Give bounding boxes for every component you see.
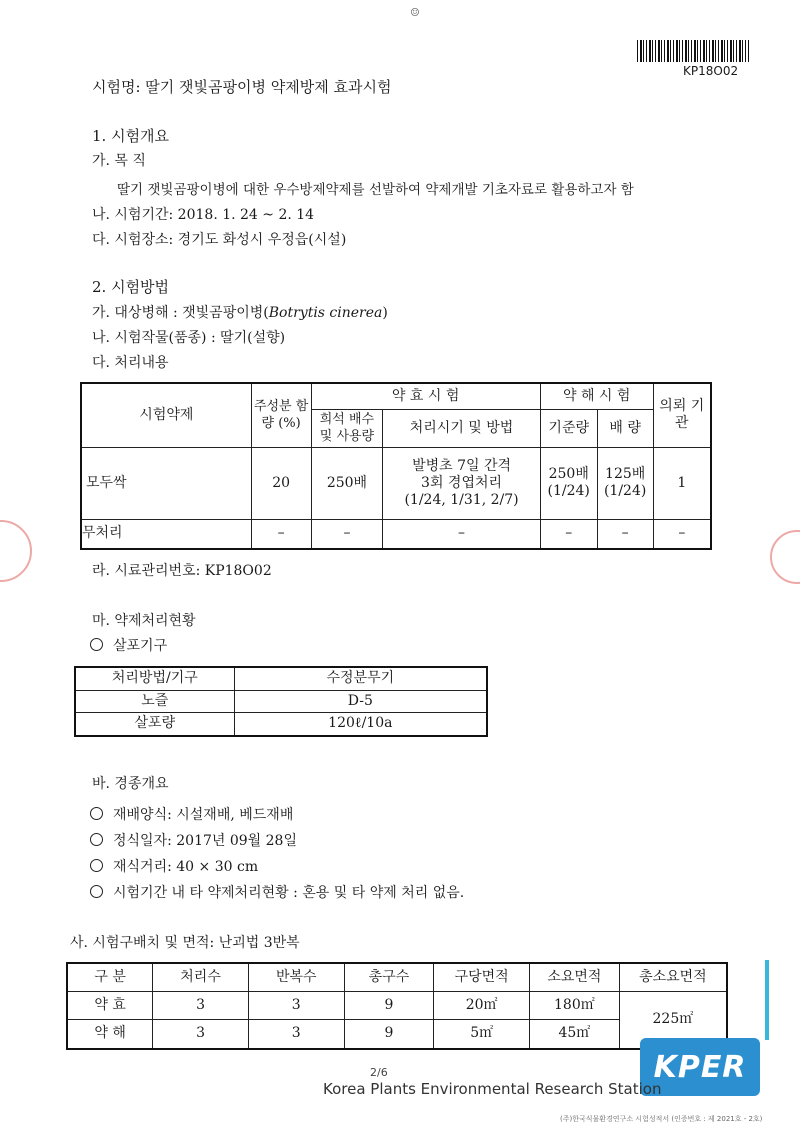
row2-client: – <box>653 519 711 549</box>
section2-heading: 2. 시험방법 <box>92 278 170 296</box>
row1-base: 250배 (1/24) <box>540 447 597 519</box>
row2-double: – <box>597 519 653 549</box>
test-place: 다. 시험장소: 경기도 화성시 우정읍(시설) <box>92 232 347 248</box>
lr1-c2: 3 <box>248 991 344 1019</box>
row2-agent: 무처리 <box>81 519 251 549</box>
th-content: 주성분 함량 (%) <box>251 383 311 447</box>
circle-bullet-icon <box>90 638 103 651</box>
th-dilution: 희석 배수 및 사용량 <box>311 409 383 447</box>
spray-table <box>74 666 488 737</box>
row1-double: 125배 (1/24) <box>597 447 653 519</box>
spray-heading: 마. 약제처리현황 <box>92 613 196 629</box>
page-number: 2/6 <box>370 1066 388 1079</box>
cultivation-item: 정식일자: 2017년 09월 28일 <box>90 832 297 850</box>
spray-key: 처리방법/기구 <box>75 667 234 690</box>
spray-value: D-5 <box>234 690 487 712</box>
lr1-c4: 20㎡ <box>434 991 530 1019</box>
lh-plot-area: 구당면적 <box>434 963 530 991</box>
spray-key: 노즐 <box>75 690 234 712</box>
lr2-c3: 9 <box>344 1019 434 1049</box>
lr2-c1: 3 <box>153 1019 249 1049</box>
target-disease: 가. 대상병해 : 잿빛곰팡이병(Botrytis cinerea) <box>92 305 388 321</box>
lr2-c5: 45㎡ <box>530 1019 620 1049</box>
cultivation-item: 재배양식: 시설재배, 베드재배 <box>90 806 293 824</box>
barcode <box>637 40 749 62</box>
test-period: 나. 시험기간: 2018. 1. 24 ~ 2. 14 <box>92 207 315 223</box>
purpose-text: 딸기 잿빛곰팡이병에 대한 우수방제약제를 선발하여 약제개발 기초자료로 활용하고자 함 <box>117 182 634 198</box>
row2-dilution: – <box>311 519 383 549</box>
document-code: KP18O02 <box>683 64 739 78</box>
row2-base: – <box>540 519 597 549</box>
layout-table <box>66 962 728 1050</box>
layout-heading: 사. 시험구배치 및 면적: 난괴법 3반복 <box>70 935 300 951</box>
lh-reps: 반복수 <box>248 963 344 991</box>
treatment-table <box>80 382 712 550</box>
th-timing: 처리시기 및 방법 <box>383 409 540 447</box>
kper-logo: KPER <box>640 1038 760 1096</box>
row1-dilution: 250배 <box>311 447 383 519</box>
cultivation-item: 재식거리: 40 × 30 cm <box>90 858 258 876</box>
sample-number: 라. 시료관리번호: KP18O02 <box>92 563 272 579</box>
lr2-c4: 5㎡ <box>434 1019 530 1049</box>
cultivation-item: 시험기간 내 타 약제처리현황 : 혼용 및 타 약제 처리 없음. <box>90 884 464 902</box>
spray-value: 수정분무기 <box>234 667 487 690</box>
seal-stamp-right <box>770 530 800 584</box>
section1-heading: 1. 시험개요 <box>92 127 170 145</box>
top-mark: ☺ <box>410 6 420 19</box>
th-double: 배 량 <box>597 409 653 447</box>
circle-bullet-icon <box>90 885 103 898</box>
lr1-c5: 180㎡ <box>530 991 620 1019</box>
th-base: 기준량 <box>540 409 597 447</box>
th-efficacy: 약 효 시 험 <box>311 383 540 409</box>
lh-req-area: 소요면적 <box>530 963 620 991</box>
circle-bullet-icon <box>90 859 103 872</box>
purpose-label: 가. 목 직 <box>92 153 146 169</box>
seal-stamp-left <box>0 520 32 582</box>
spray-sub: 살포기구 <box>90 637 167 655</box>
total-area: 225㎡ <box>619 991 727 1049</box>
circle-bullet-icon <box>90 833 103 846</box>
spray-value: 120ℓ/10a <box>234 712 487 736</box>
lr1-c0: 약 효 <box>67 991 153 1019</box>
doc-title: 시험명: 딸기 잿빛곰팡이병 약제방제 효과시험 <box>92 78 392 96</box>
treatment-label: 다. 처리내용 <box>92 355 169 371</box>
th-client: 의뢰 기관 <box>653 383 711 447</box>
row1-timing: 발병초 7일 간격 3회 경엽처리 (1/24, 1/31, 2/7) <box>383 447 540 519</box>
row1-content: 20 <box>251 447 311 519</box>
lh-plots: 총구수 <box>344 963 434 991</box>
lh-category: 구 분 <box>67 963 153 991</box>
lr1-c3: 9 <box>344 991 434 1019</box>
row1-agent: 모두싹 <box>81 447 251 519</box>
logo-caption: (주)한국식물환경연구소 시험성적서 (인증번호 : 제 2021호 - 2호) <box>560 1115 763 1123</box>
lh-total-area: 총소요면적 <box>619 963 727 991</box>
th-agent: 시험약제 <box>81 383 251 447</box>
footer-org: Korea Plants Environmental Research Station <box>323 1080 662 1098</box>
th-phyto: 약 해 시 험 <box>540 383 653 409</box>
spray-key: 살포량 <box>75 712 234 736</box>
lr2-c2: 3 <box>248 1019 344 1049</box>
circle-bullet-icon <box>90 807 103 820</box>
row2-content: – <box>251 519 311 549</box>
test-crop: 나. 시험작물(품종) : 딸기(설향) <box>92 330 286 346</box>
lr2-c0: 약 해 <box>67 1019 153 1049</box>
row2-timing: – <box>383 519 540 549</box>
accent-line <box>765 960 769 1040</box>
lr1-c1: 3 <box>153 991 249 1019</box>
row1-client: 1 <box>653 447 711 519</box>
cultivation-heading: 바. 경종개요 <box>92 776 169 792</box>
lh-treatments: 처리수 <box>153 963 249 991</box>
